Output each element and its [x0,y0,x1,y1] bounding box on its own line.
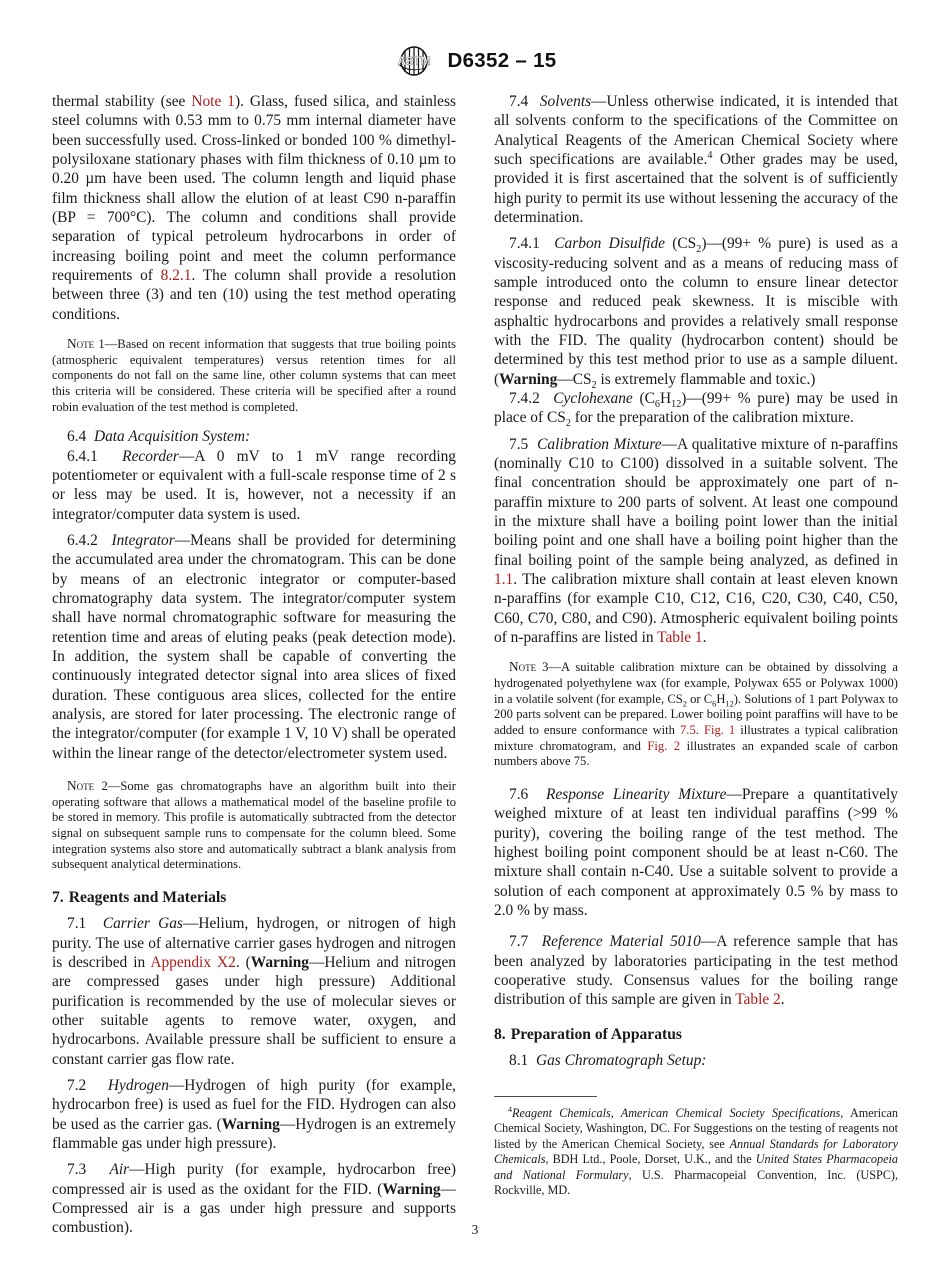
text-segment: —Helium and nitrogen are compressed gases under high pressure) Additional purification is recommended by the use of molecular sieves or other suitable agents to remove water, oxygen, and hydrocarbons. Available pressure shall be sufficient to ensure a constant carrier gas flow rate. [52,954,457,1068]
note-text: illustrates a typical calibration mixture chromatogram, and [494,722,898,753]
text-segment: . ( [235,954,251,972]
paragraph-7-2 [52,1076,456,1153]
text-segment: , U.S. Pharmacopeial Convention, Inc. (USPC), Rockville, MD. [494,1167,898,1197]
section-number: 7.4.1 [509,235,540,253]
section-8-heading [494,1025,898,1045]
paragraph-6-4-1 [52,447,456,524]
text-segment: —Compressed air is a gas under high pressure and supports combustion). [52,1180,456,1237]
chemical-formula: H [659,389,672,407]
section-number: 7.4.2 [509,389,540,407]
formula-subscript: 2 [565,418,571,430]
link-7-5[interactable]: 7.5 [680,722,696,737]
footnote-4 [494,1106,898,1198]
footnote-title-2: Annual Standards for Laboratory Chemicals [494,1136,898,1167]
text-segment: , BDH Ltd., Poole, Dorset, U.K., and the [545,1152,756,1167]
note-label: Note [509,659,537,675]
text-segment: —Hydrogen is an extremely flammable gas under high pressure). [52,1115,456,1153]
text-segment: —Helium, hydrogen, or nitrogen of high purity. The use of alternative carrier gases hydrogen and nitrogen is described in [52,915,456,972]
note-1 [52,336,456,415]
text-segment: , American Chemical Society, Washington, DC. For Suggestions on the testing of reagents not listed by the American Chemical Society, see [494,1106,898,1151]
section-number: 8.1 [509,1052,529,1070]
section-title: Response Linearity Mixture [545,785,727,803]
text-segment: is extremely flammable and toxic.) [596,370,816,388]
left-column [52,92,456,1238]
text-segment: —A 0 mV to 1 mV range recording potentiometer or equivalent with a full-scale response time of 2 s or less may be used. It is, however, not a necessity if an integrator/computer data system is used. [52,447,456,523]
text-segment: —CS [557,370,592,388]
link-1-1[interactable]: 1.1 [494,570,514,588]
section-number: 7.7 [509,933,529,951]
note-3 [494,659,898,770]
section-number: 6.4.2 [67,531,98,549]
section-number: 7.6 [509,785,529,803]
text-segment: thermal stability (see [52,93,192,110]
note-text: —A suitable calibration mixture can be obtained by dissolving a hydrogenated polyethylene wax (for example, Polywax 655 or Polywax 1000) in a volatile solvent (for example, CS [494,660,899,706]
note-text: H [716,691,726,706]
text-segment: . The calibration mixture shall contain at least eleven known n-paraffins (for example C10, C12, C16, C20, C30, C40, C50, C60, C70, C80, and C90). Atmospheric equivalent boiling points of n-paraffins are listed in [494,570,898,646]
formula-subscript: 6 [712,699,717,709]
link-note-1[interactable]: Note 1 [191,93,235,110]
document-designation: D6352 – 15 [447,48,557,72]
note-number: 2 [101,778,108,793]
svg-text:ASTM: ASTM [398,56,431,68]
page-header [0,46,950,88]
formula-subscript: 12 [671,399,682,410]
section-title: Recorder [122,447,179,465]
footnote-separator [494,1096,597,1097]
paragraph-6-3-continued [52,92,456,324]
section-number: 7. [52,888,64,906]
note-number: 1 [98,336,105,351]
link-appendix-x2[interactable]: Appendix X2 [150,954,236,972]
section-number: 8. [494,1025,506,1043]
footnote-title-3: United States Pharmacopeia and National Formulary [494,1152,898,1182]
text-segment: for the preparation of the calibration mixture. [570,409,854,427]
text-segment: —(99+ % pure) may be used in place of CS [494,389,898,427]
section-number: 7.1 [67,915,87,933]
astm-logo-icon [393,46,437,76]
note-label: Note [67,335,95,351]
two-column-body [52,92,898,1238]
paragraph-7-1 [52,914,456,1069]
text-segment: —Prepare a quantitatively weighed mixture of at least ten individual paraffins (>99 % purity), covering the boiling range of the test method. The highest boiling point component should be at least n-C60. The mixture shall contain n-C40. Use a suitable solvent to provide a solution of each component at approximately 0.5 % by mass to 2.0 % by mass. [494,785,898,919]
link-table-1[interactable]: Table 1 [657,628,703,646]
right-column [494,92,898,1238]
warning-label: Warning [382,1180,441,1198]
text-segment: —High purity (for example, hydrocarbon free) compressed air is used as the oxidant for the FID. ( [52,1161,456,1198]
section-number: 7.3 [67,1161,87,1179]
footnote-marker: 4 [508,1104,513,1114]
warning-label: Warning [221,1115,280,1133]
note-text: illustrates an expanded scale of carbon numbers above 75. [494,738,898,769]
chemical-formula: C [644,389,655,407]
footnote-block [494,1096,898,1198]
paragraph-7-7 [494,932,898,1009]
paragraph-6-4-2 [52,531,456,763]
link-8-2-1[interactable]: 8.2.1 [160,266,192,284]
footnote-marker[interactable]: 4 [707,149,713,161]
text-segment: —Hydrogen of high purity (for example, hydrocarbon free) is used as fuel for the FID. Hydrogen can also be used as the carrier gas. ( [52,1077,456,1133]
text-segment: —(99+ % pure) is used as a viscosity-reducing solvent and as a means of reducing mass of sample introduced onto the column to ensure linear detector response and reduced peak skewness. It is miscible with asphaltic hydrocarbons and provides a relatively small response with the FID. The quality (hydrocarbon content) should be determined by this test method prior to use as a sample diluent. ( [494,235,898,388]
section-title: Preparation of Apparatus [510,1025,682,1043]
text-segment: ). Glass, fused silica, and stainless steel columns with 0.53 mm to 0.75 mm internal diameter have been successfully used. Cross-linked or bonded 100 % dimethyl-polysiloxane stationary phases with film thickness of 0.10 µm to 0.20 µm have been used. The column length and liquid phase film thickness shall allow the elution of at least C90 n-paraffin (BP = 700°C). The column and conditions shall provide separation of typical petroleum hydrocarbons in order of increasing boiling point and meet the column performance requirements of [52,93,456,284]
text-segment: —Means shall be provided for determining the accumulated area under the chromatogram. This can be done by means of an electronic integrator or computer-based chromatography data system. The integrator/computer system shall have normal chromatographic software for measuring the retention time and areas of eluting peaks (peak detection mode). In addition, the system shall be capable of converting the continuously integrated detector signal into area slices of fixed duration. These contiguous area slices, collected for the entire analysis, are stored for later processing. The electronic range of the integrator/computer (for example 1 V, 10 V) shall be operated within the linear range of the detector/electrometer system used. [52,531,456,762]
section-title: Gas Chromatograph Setup: [535,1052,707,1070]
section-number: 6.4.1 [67,447,98,465]
paragraph-7-5 [494,435,898,648]
note-text: —Some gas chromatographs have an algorithm built into their operating software that allows a mathematical model of the baseline profile to be stored in memory. This profile is automatically subtracted from the detector signal on subsequent sample runs to compensate for the column bleed. Some integration systems also store and automatically subtract a blank analysis from subsequent analytical determinations. [52,778,456,872]
paragraph-7-4-1: 7.4.1 Carbon Disulfide $(CS_2)—(99+$ % pure) is used as a viscosity-reducing solvent and as a means of reducing mass of sample introduced onto the column to ensure linear detector response and reduced peak skewness. It is miscible with asphaltic hydrocarbons and provides a relatively small response with the FID. The quality (hydrocarbon content) should be determined by this test method prior to use as a sample diluent. ($Warning—CS_2$ is extremely flammable and toxic.) [494,235,898,391]
paragraph-7-4 [494,92,898,227]
paragraph-7-4-2: 7.4.2 Cyclohexane $(C_6H_{12})—(99+$ % pure) may be used in place of $CS_2$ for the preparation of the calibration mixture. [494,389,898,430]
section-title: Integrator [111,531,175,549]
note-number: 3 [542,660,549,675]
chemical-formula: CS [677,235,697,253]
text-segment: —A qualitative mixture of n-paraffins (nominally C10 to C100) dissolved in a suitable solvent. The final concentration should be approximately one part of n-paraffin mixture to 200 parts of solvent. At least one compound in the mixture shall have a boiling point lower than the initial boiling point and one shall have a boiling point higher than the final boiling point of the sample being analyzed, as defined in [494,435,898,569]
note-text: —Based on recent information that suggests that true boiling points (atmospheric equivalent temperatures) versus retention times for all components do not fall on the same line, other column systems that can meet this criteria will be considered. These criteria will be specified after a round robin evaluation of the test method is completed. [52,336,456,414]
text-segment: . [702,628,707,646]
paragraph-8-1 [494,1051,898,1070]
text-segment: —Unless otherwise indicated, it is intended that all solvents conform to the specifications of the Committee on Analytical Reagents of the American Chemical Society where such specifications are available. [494,93,898,168]
text-segment: Other grades may be used, provided it is first ascertained that the solvent is of sufficiently high purity to permit its use without lessening the accuracy of the determination. [494,150,899,226]
link-fig-2[interactable]: Fig. 2 [647,738,681,753]
note-text: or C [686,691,713,706]
note-2 [52,778,456,873]
paragraph-7-6 [494,785,898,920]
note-text: ). Solutions of 1 part Polywax to 200 parts solvent can be prepared. Lower boiling point paraffins will have to be added to ensure conformance with [494,691,898,737]
section-number: 7.2 [67,1077,87,1095]
section-7-heading [52,888,456,908]
link-table-2[interactable]: Table 2 [735,991,781,1009]
section-number: 6.4 [67,428,87,446]
section-title: Reagents and Materials [68,888,227,906]
section-title: Reference Material 5010 [541,933,701,951]
section-title: Hydrogen [107,1077,169,1095]
warning-label: Warning [250,954,309,972]
section-title: Solvents [539,93,592,110]
text-segment: —A reference sample that has been analyzed by laboratories participating in the test method cooperative study. Consensus values for the boiling range distribution of this sample are given in [494,933,898,1009]
formula-subscript: 12 [725,699,734,709]
section-title: Carbon Disulfide [554,235,666,253]
link-fig-1[interactable]: Fig. 1 [703,722,736,737]
formula-subscript: 2 [696,244,702,256]
formula-subscript: 2 [682,699,687,709]
section-title: Carrier Gas [102,915,183,933]
text-segment: . [780,991,785,1009]
section-title: Air [109,1161,130,1179]
text-segment: . The column shall provide a resolution between three (3) and ten (10) using the test method operating conditions. [52,266,457,323]
note-label: Note [67,777,95,793]
note-text: . [695,722,704,737]
page-number: 3 [471,1222,479,1237]
paragraph-6-4 [52,427,456,446]
warning-label: Warning [499,370,558,388]
section-number: 7.5 [509,435,529,453]
section-number: 7.4 [509,93,529,110]
footnote-title-1: Reagent Chemicals, American Chemical Society Specifications [512,1106,841,1120]
section-title: Calibration Mixture [537,435,662,453]
section-title: Data Acquisition System: [93,428,251,446]
formula-subscript: 6 [654,399,660,410]
section-title: Cyclohexane [553,389,633,407]
formula-subscript: 2 [591,379,597,391]
